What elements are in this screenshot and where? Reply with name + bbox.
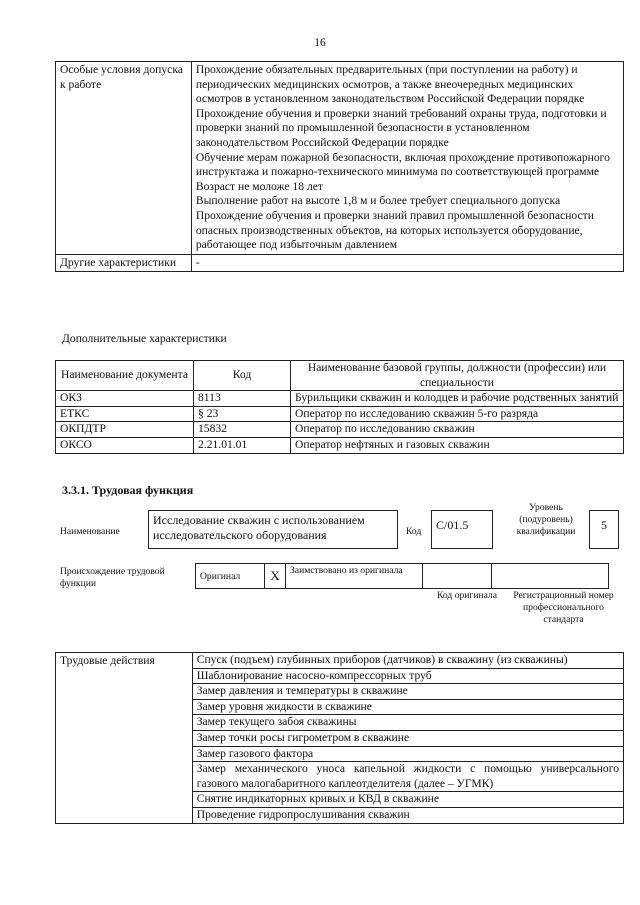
table-cell: Оператор нефтяных и газовых скважин [291,437,624,453]
action-item: Шаблонирование насосно-компрессорных труб [192,668,623,684]
action-item: Замер давления и температуры в скважине [192,684,623,700]
code-original-cell [423,564,492,589]
action-item: Замер газового фактора [192,746,623,762]
action-item: Замер текущего забоя скважины [192,715,623,731]
table-cell: 15832 [194,422,291,438]
action-item: Замер механического уноса капельной жидкости с помощью универсального газового малогабаритного каплеотделителя (далее – УГМК) [192,762,623,792]
row-content [191,62,623,255]
table-header-row [56,361,624,391]
qualification-level-value: 5 [589,510,619,549]
table-row [56,653,624,669]
row-label: Другие характеристики [56,254,192,272]
table-cell: ЕТКС [56,406,194,422]
column-header: Наименование базовой группы, должности (профессии) или специальности [291,361,624,391]
table-row [56,406,624,422]
condition-line: Возраст не моложе 18 лет [195,179,323,193]
code-label: Код [406,526,422,537]
action-item: Проведение гидропрослушивания скважин [192,807,623,823]
origin-table [195,563,609,589]
condition-line: Прохождение обязательных предварительных (при поступлении на работу) и периодических медицинских осмотров, а также внеочередных медицинских осмотров в установленном законодательством Российской Федерации порядке [195,63,585,106]
table-cell: § 23 [194,406,291,422]
table-row [56,422,624,438]
action-item: Замер точки росы гигрометром в скважине [192,730,623,746]
function-name-value: Исследование скважин с использованием исследовательского оборудования [148,510,398,549]
reg-number-cell [492,564,609,589]
row-content: - [191,254,623,272]
function-title: 3.3.1. Трудовая функция [62,483,194,497]
original-label: Оригинал [196,564,265,589]
condition-line: Прохождение обучения и проверки знаний правил промышленной безопасности опасных производственных объектов, на которых используется оборудование, работающее под избыточным давлением [195,208,594,252]
condition-line: Выполнение работ на высоте 1,8 м и более требует специального допуска [195,194,561,208]
table-row [56,62,624,255]
borrowed-label: Заимствовано из оригинала [286,564,423,589]
original-mark: X [265,564,286,589]
action-item: Спуск (подъем) глубинных приборов (датчиков) в скважину (из скважины) [192,653,623,669]
origin-label: Происхождение трудовой функции [60,566,165,589]
table-row [196,564,609,589]
table-cell: ОКПДТР [56,422,194,438]
section-title: Дополнительные характеристики [62,332,227,345]
function-code-value: C/01.5 [431,510,493,549]
table-row [56,437,624,453]
condition-line: Прохождение обучения и проверки знаний требований охраны труда, подготовки и проверки знаний по промышленной безопасности в установленном законодательством Российской Федерации порядке [195,106,607,149]
column-header: Код [194,361,291,391]
table-cell: Оператор по исследованию скважин 5-го разряда [291,406,624,422]
table-cell: ОКСО [56,437,194,453]
table-row [56,391,624,407]
table-cell: 2.21.01.01 [194,437,291,453]
column-header: Наименование документа [56,361,194,391]
table-row [56,254,624,272]
condition-line: Обучение мерам пожарной безопасности, включая прохождение противопожарного инструктажа и пожарно-технического минимума по соответствующей программе [195,150,610,179]
action-item: Замер уровня жидкости в скважине [192,699,623,715]
labor-actions-table [55,652,624,824]
table-cell: Бурильщики скважин и колодцев и рабочие родственных занятий [291,391,624,407]
page-number: 16 [314,36,326,49]
extra-characteristics-table [55,360,624,454]
table-cell: ОКЗ [56,391,194,407]
table-cell: Оператор по исследованию скважин [291,422,624,438]
conditions-table [55,61,624,272]
row-label: Трудовые действия [56,653,193,824]
row-label: Особые условия допуска к работе [56,62,192,255]
qualification-level-label: Уровень (подуровень) квалификации [516,502,576,537]
reg-number-label: Регистрационный номер профессионального стандарта [513,590,614,625]
action-item: Снятие индикаторных кривых и КВД в скважине [192,792,623,808]
name-label: Наименование [60,526,120,537]
table-cell: 8113 [194,391,291,407]
code-original-label: Код оригинала [436,590,498,601]
